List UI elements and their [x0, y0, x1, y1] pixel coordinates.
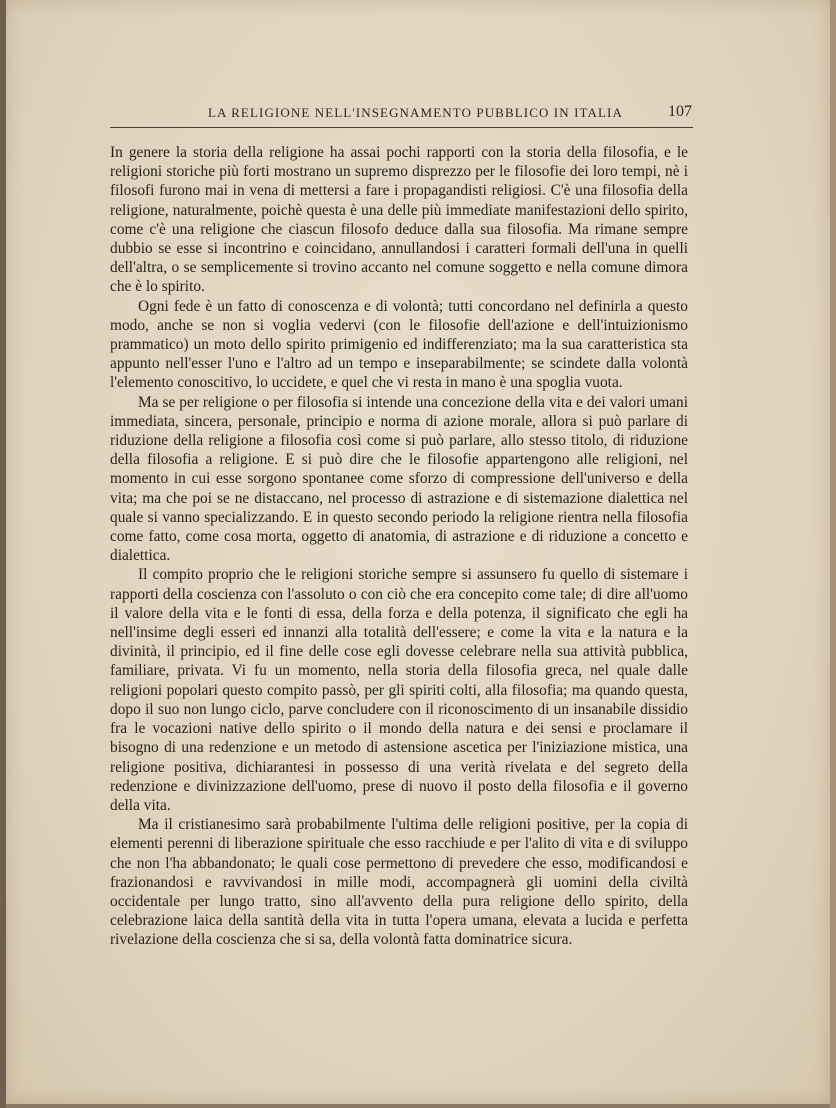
body-text	[110, 143, 688, 950]
header-rule	[110, 127, 693, 128]
paragraph: Ma il cristianesimo sarà probabilmente l'ultima delle religioni positive, per la copia di elementi perenni di liberazione spirituale che esso racchiude e per l'alito di vita e di sviluppo che non l'ha abbandonato; le quali cose permettono di prevedere che esso, modificandosi e frazionandosi e ravvivandosi in mille modi, accompagnerà gli uomini della civiltà occidentale per lungo tratto, sino all'avvento della pura religione dello spirito, della celebrazione laica della santità della vita in tutta l'opera umana, elevata a lucida e perfetta rivelazione della coscienza che si sa, della volontà fatta dominatrice sicura.	[110, 816, 688, 949]
paragraph: In genere la storia della religione ha assai pochi rapporti con la storia della filosofia, e le religioni storiche più forti mostrano un supremo disprezzo per le filosofie dei loro tempi, nè i filosofi furono mai in vena di mettersi a fare i propagandisti religiosi. C'è una filosofia della religione, naturalmente, poichè questa è una delle più immediate manifestazioni dello spirito, come c'è una religione che ciascun filosofo deduce dalla sua filosofia. Ma rimane sempre dubbio se esse si incontrino e coincidano, annullandosi i caratteri formali dell'una in quelli dell'altra, o se semplicemente si trovino accanto nel comune soggetto e nella comune dimora che è lo spirito.	[110, 144, 688, 296]
paragraph: Ogni fede è un fatto di conoscenza e di volontà; tutti concordano nel definirla a questo modo, anche se non si voglia vedervi (con le filosofie dell'azione e dell'intuizionismo prammatico) un moto dello spirito primigenio ed indifferenziato; ma la sua caratteristica sta appunto nell'esser l'uno e l'altro ad un tempo e inseparabilmente; se scindete dalla volontà l'elemento conoscitivo, lo uccidete, e quel che vi resta in mano è una spoglia vuota.	[110, 297, 688, 392]
page-header	[110, 103, 692, 125]
running-head: LA RELIGIONE NELL'INSEGNAMENTO PUBBLICO IN ITALIA	[208, 105, 623, 120]
paragraph: Ma se per religione o per filosofia si intende una concezione della vita e dei valori umani immediata, sincera, personale, principio e norma di azione morale, allora si può parlare di riduzione della religione a filosofia così come si può parlare, allo stesso titolo, di riduzione della filosofia a religione. E si può dire che le filosofie appartengono alle religioni, nel momento in cui esse sorgono spontanee come sforzo di compressione dell'universo e della vita; ma che poi se ne distaccano, nel processo di astrazione e di sistemazione dialettica nel quale si vanno specializzando. E in questo secondo periodo la religione rientra nella filosofia come fatto, come cosa morta, oggetto di anatomia, di astrazione e di riduzione a concetto e dialettica.	[110, 393, 688, 565]
page-edge	[830, 0, 836, 1108]
page-number: 107	[668, 103, 692, 120]
paragraph: Il compito proprio che le religioni storiche sempre si assunsero fu quello di sistemare i rapporti della coscienza con l'assoluto o con ciò che era concepito come tale; di dire all'uomo il valore della vita e le fonti di essa, della forza e della potenza, il significato che egli ha nell'insime degli esseri ed innanzi alla totalità dell'essere; e come la vita e la natura e la divinità, il principio, ed il fine delle cose egli dovesse celebrare nella sua attività pubblica, familiare, privata. Vi fu un momento, nella storia della filosofia greca, nel quale dalle religioni popolari questo compito passò, per gli spiriti colti, alla filosofia; ma quando questa, dopo il suo non lungo ciclo, parve concludere con il riconoscimento di un insanabile dissidio fra le vocazioni native dello spirito o il mondo della natura e dei sensi e proclamare il bisogno di una redenzione e un metodo di astensione ascetica per l'iniziazione mistica, una religione positiva, dichiarantesi in possesso di una verità rivelata e del segreto della redenzione e divinizzazione dell'uomo, prese di nuovo il posto della filosofia e il governo della vita.	[110, 566, 688, 814]
